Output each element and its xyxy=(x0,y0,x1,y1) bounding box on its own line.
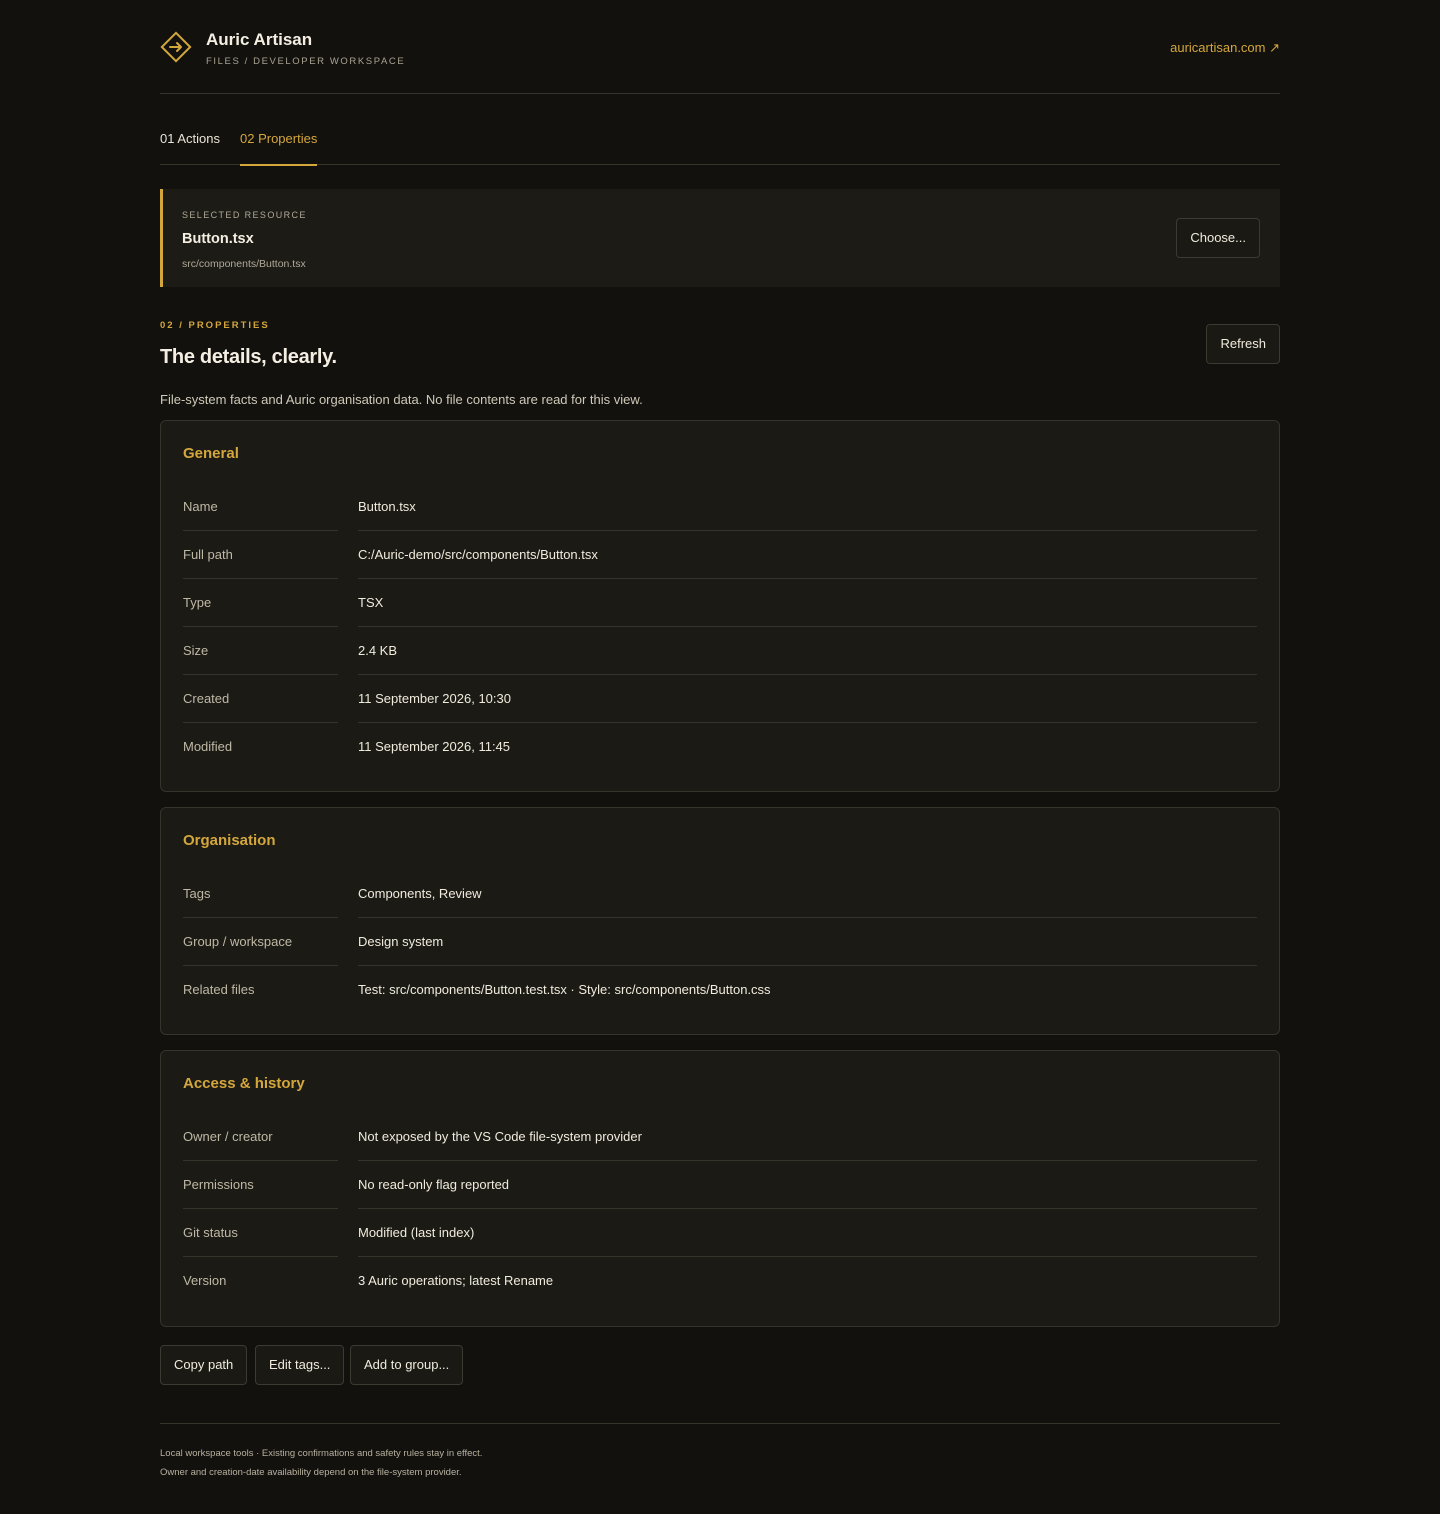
property-list xyxy=(183,1113,1257,1305)
property-value: 11 September 2026, 10:30 xyxy=(358,691,511,706)
resource-path: src/components/Button.tsx xyxy=(182,258,306,270)
property-key: Version xyxy=(183,1273,227,1288)
property-row xyxy=(183,723,1257,771)
app-header xyxy=(160,0,1280,94)
property-row xyxy=(183,579,1257,627)
property-value: 11 September 2026, 11:45 xyxy=(358,739,511,754)
footer-note: Local workspace tools · Existing confirmations and safety rules stay in effect. xyxy=(160,1448,483,1459)
property-row xyxy=(183,675,1257,723)
diamond-arrow-icon xyxy=(160,31,192,63)
property-key: Permissions xyxy=(183,1177,254,1192)
property-row xyxy=(183,918,1257,966)
brand-subtitle: FILES / DEVELOPER WORKSPACE xyxy=(206,56,406,67)
property-key: Git status xyxy=(183,1225,238,1240)
property-key: Tags xyxy=(183,886,211,901)
property-value: Not exposed by the VS Code file-system provider xyxy=(358,1129,642,1144)
property-row xyxy=(183,483,1257,531)
refresh-button[interactable]: Refresh xyxy=(1206,324,1280,364)
selected-resource-card xyxy=(160,189,1280,287)
property-row xyxy=(183,627,1257,675)
property-row xyxy=(183,1257,1257,1305)
property-value: Modified (last index) xyxy=(358,1225,475,1240)
property-row xyxy=(183,1161,1257,1209)
section-eyebrow: 02 / PROPERTIES xyxy=(160,320,270,331)
panel-title: Access & history xyxy=(183,1075,305,1092)
property-key: Size xyxy=(183,643,209,658)
property-key: Name xyxy=(183,499,218,514)
tab-actions[interactable]: 01 Actions xyxy=(160,131,220,146)
panel-title: Organisation xyxy=(183,832,276,849)
edit-tags-button[interactable]: Edit tags... xyxy=(255,1345,344,1385)
brand-name: Auric Artisan xyxy=(206,30,313,49)
property-key: Type xyxy=(183,595,212,610)
property-value: 2.4 KB xyxy=(358,643,398,658)
property-row xyxy=(183,870,1257,918)
property-value: Design system xyxy=(358,934,444,949)
property-value: TSX xyxy=(358,595,384,610)
property-list xyxy=(183,483,1257,771)
property-value: Components, Review xyxy=(358,886,482,901)
general-panel xyxy=(160,420,1280,792)
page-title: The details, clearly. xyxy=(160,346,337,368)
property-row xyxy=(183,1209,1257,1257)
site-link[interactable]: auricartisan.com ↗ xyxy=(1170,40,1280,55)
copy-path-button[interactable]: Copy path xyxy=(160,1345,247,1385)
access-history-panel xyxy=(160,1050,1280,1327)
section-description: File-system facts and Auric organisation data. No file contents are read for this view. xyxy=(160,392,643,407)
property-value: No read-only flag reported xyxy=(358,1177,510,1192)
property-value: Test: src/components/Button.test.tsx · Style: src/components/Button.css xyxy=(358,982,771,997)
property-value: 3 Auric operations; latest Rename xyxy=(358,1273,554,1288)
tab-properties[interactable]: 02 Properties xyxy=(240,131,318,146)
property-key: Full path xyxy=(183,547,233,562)
property-value: C:/Auric-demo/src/components/Button.tsx xyxy=(358,547,598,562)
page xyxy=(160,0,1280,1478)
resource-label: SELECTED RESOURCE xyxy=(182,210,307,220)
property-value: Button.tsx xyxy=(358,499,416,514)
property-row xyxy=(183,531,1257,579)
resource-name: Button.tsx xyxy=(182,231,254,247)
organisation-panel xyxy=(160,807,1280,1035)
property-key: Group / workspace xyxy=(183,934,293,949)
panel-title: General xyxy=(183,445,239,462)
footer-note: Owner and creation-date availability depend on the file-system provider. xyxy=(160,1467,462,1478)
property-row xyxy=(183,966,1257,1014)
property-key: Owner / creator xyxy=(183,1129,273,1144)
footer xyxy=(160,1423,1280,1478)
property-row xyxy=(183,1113,1257,1161)
property-key: Modified xyxy=(183,739,233,754)
add-to-group-button[interactable]: Add to group... xyxy=(350,1345,463,1385)
tab-bar xyxy=(160,94,1280,165)
property-key: Related files xyxy=(183,982,255,997)
property-list xyxy=(183,870,1257,1014)
choose-button[interactable]: Choose... xyxy=(1176,218,1260,258)
property-key: Created xyxy=(183,691,230,706)
